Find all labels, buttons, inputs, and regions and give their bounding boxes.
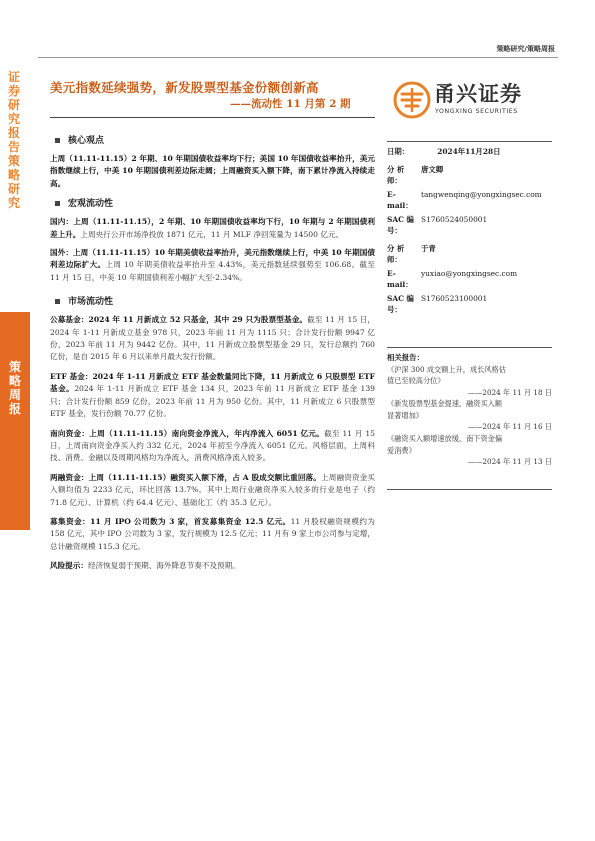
related-report-item[interactable]: 《融资买入额增速放缓，南下资金偏 爱消费》 ——2024 年 11 月 13 日 (387, 434, 552, 467)
market-southbound: 南向资金：上周（11.11-11.15）南向资金净流入，年内净流入 6051 亿元。截至 11 月 15 日，上周南向资金净买入约 332 亿元，2024 年初至今净流入 6051 亿元。风格层面，上周科技、消费、金融以及周期风格均为净流入，消费风格净流入较多。 (50, 428, 375, 463)
analyst-info (387, 146, 555, 316)
report-date: 日期： 2024年11月28日 (387, 147, 501, 156)
core-summary: 上周（11.11-11.15）2 年期、10 年期国债收益率均下行；美国 10 年国债收益率抬升，美元指数继续上行，中美 10 年期国债利差边际走阔；上周融资买入额下降，南下累计净流入持续走高。 (50, 154, 375, 188)
macro-domestic: 国内：上周（11.11-11.15），2 年期、10 年期国债收益率均下行，10 年期与 2 年期国债利差上升。上周央行公开市场净投放 1871 亿元，11 月 MLF 净回笼量为 14500 亿元。 (50, 217, 375, 239)
analyst-2-sac: SAC 编号： S1760523100001 (387, 293, 488, 314)
market-margin: 两融资金：上周（11.11-11.15）融资买入额下滑，占 A 股成交额比重回落。上周融资资金买入额均值为 2233 亿元，环比回落 13.7%。其中上周行业融资净买入较多的行业是电子（约 71.8 亿元）、计算机（约 64.4 亿元）、基础化工（约 35.3 亿元）。 (50, 472, 376, 507)
related-title: 相关报告： (387, 353, 424, 362)
section-core-heading: 核心观点 (50, 133, 375, 146)
section-macro-heading: 宏观流动性 (50, 196, 375, 209)
analyst-2-email: E-mail： yuxiao@yongxingsec.com (387, 268, 518, 289)
analyst-1: 分 析 师： 唐文卿 (387, 164, 444, 185)
market-etf: ETF 基金：2024 年 1-11 月新成立 ETF 基金数量同比下降，11 月新成立 6 只股票型 ETF 基金。2024 年 1-11 月新成立 ETF 基金 134 只，2023 年前 11 月新成立 ETF 基金 139 只；合计发行份额 859 亿份，2023 年前 11 月为 950 亿份。其中，11 月新成立 6 只股票型 ETF 基金，发行份额 70.77 亿份。 (50, 371, 375, 419)
related-bottom-rule (387, 489, 552, 490)
sidebar-top-text: 证券研究报告 策略研究 (7, 70, 20, 210)
main-column (50, 133, 375, 573)
related-report-item[interactable]: 《新发股票型基金提速，融资买入额 显著增加》 ——2024 年 11 月 16 日 (387, 399, 552, 432)
sidebar-report-type (0, 70, 30, 245)
market-fund: 公募基金：2024 年 11 月新成立 52 只基金，其中 29 只为股票型基金。截至 11 月 15 日，2024 年 1-11 月新成立基金 978 只，2023 年前 11 月为 1115 只；合计发行份额 9947 亿份，2023 年前 11 月为 9442 亿份。其中，11 月新成立股票型基金 29 只，发行总额约 760 亿份，是自 2015 年 6 月以来单月最大发行份额。 (50, 315, 376, 362)
analyst-1-email-link[interactable]: tangwenqing@yongxingsec.com (421, 189, 542, 199)
info-top-rule (387, 141, 552, 142)
bullet-square-icon (55, 201, 60, 206)
related-report-item[interactable]: 《沪深 300 成交额上升，成长风格估 值已至较高分位》 ——2024 年 11 月 18 日 (387, 364, 552, 397)
related-reports (387, 352, 552, 468)
analyst-2-email-link[interactable]: yuxiao@yongxingsec.com (421, 268, 518, 278)
analyst-1-sac: SAC 编号： S1760524050001 (387, 214, 488, 235)
company-logo-icon (392, 80, 432, 120)
sidebar-band (0, 312, 30, 530)
page-title: 美元指数延续强势，新发股票型基金份额创新高 (50, 80, 319, 95)
risk-warning: 风险提示：经济恢复弱于预期、海外降息节奏不及预期。 (50, 561, 240, 571)
page-subtitle: ——流动性 11 月第 2 期 (230, 98, 351, 110)
sidebar-band-text: 策略周报 (8, 360, 21, 416)
title-underline (50, 117, 375, 118)
macro-foreign: 国外：上周（11.11-11.15）10 年期美债收益率抬升，美元指数继续上行，中美 10 年期国债利差边际扩大。上周 10 年期美债收益率抬升至 4.43%，美元指数延续强势至 106.68。截至 11 月 15 日，中美 10 年期国债利差小幅扩大至-2.34%。 (50, 248, 376, 282)
logo-text-en: YONGXING SECURITIES (435, 108, 518, 115)
header-divider (38, 57, 558, 58)
related-top-rule (387, 347, 552, 348)
report-category: 策略研究/策略周报 (496, 45, 555, 53)
market-ipo: 募集资金：11 月 IPO 公司数为 3 家，首发募集资金 12.5 亿元。11 月股权融资规模约为 158 亿元，其中 IPO 公司数为 3 家，发行规模为 12.5 亿元；11 月有 9 家上市公司参与定增，总计融资规模 115.3 亿元。 (50, 516, 375, 551)
analyst-2: 分 析 师： 于青 (387, 243, 436, 264)
logo-text-cn: 甬兴证券 (434, 82, 522, 106)
analyst-1-email: E-mail： tangwenqing@yongxingsec.com (387, 189, 555, 212)
bullet-square-icon (55, 138, 60, 143)
bullet-square-icon (55, 299, 60, 304)
section-market-heading: 市场流动性 (50, 294, 375, 307)
